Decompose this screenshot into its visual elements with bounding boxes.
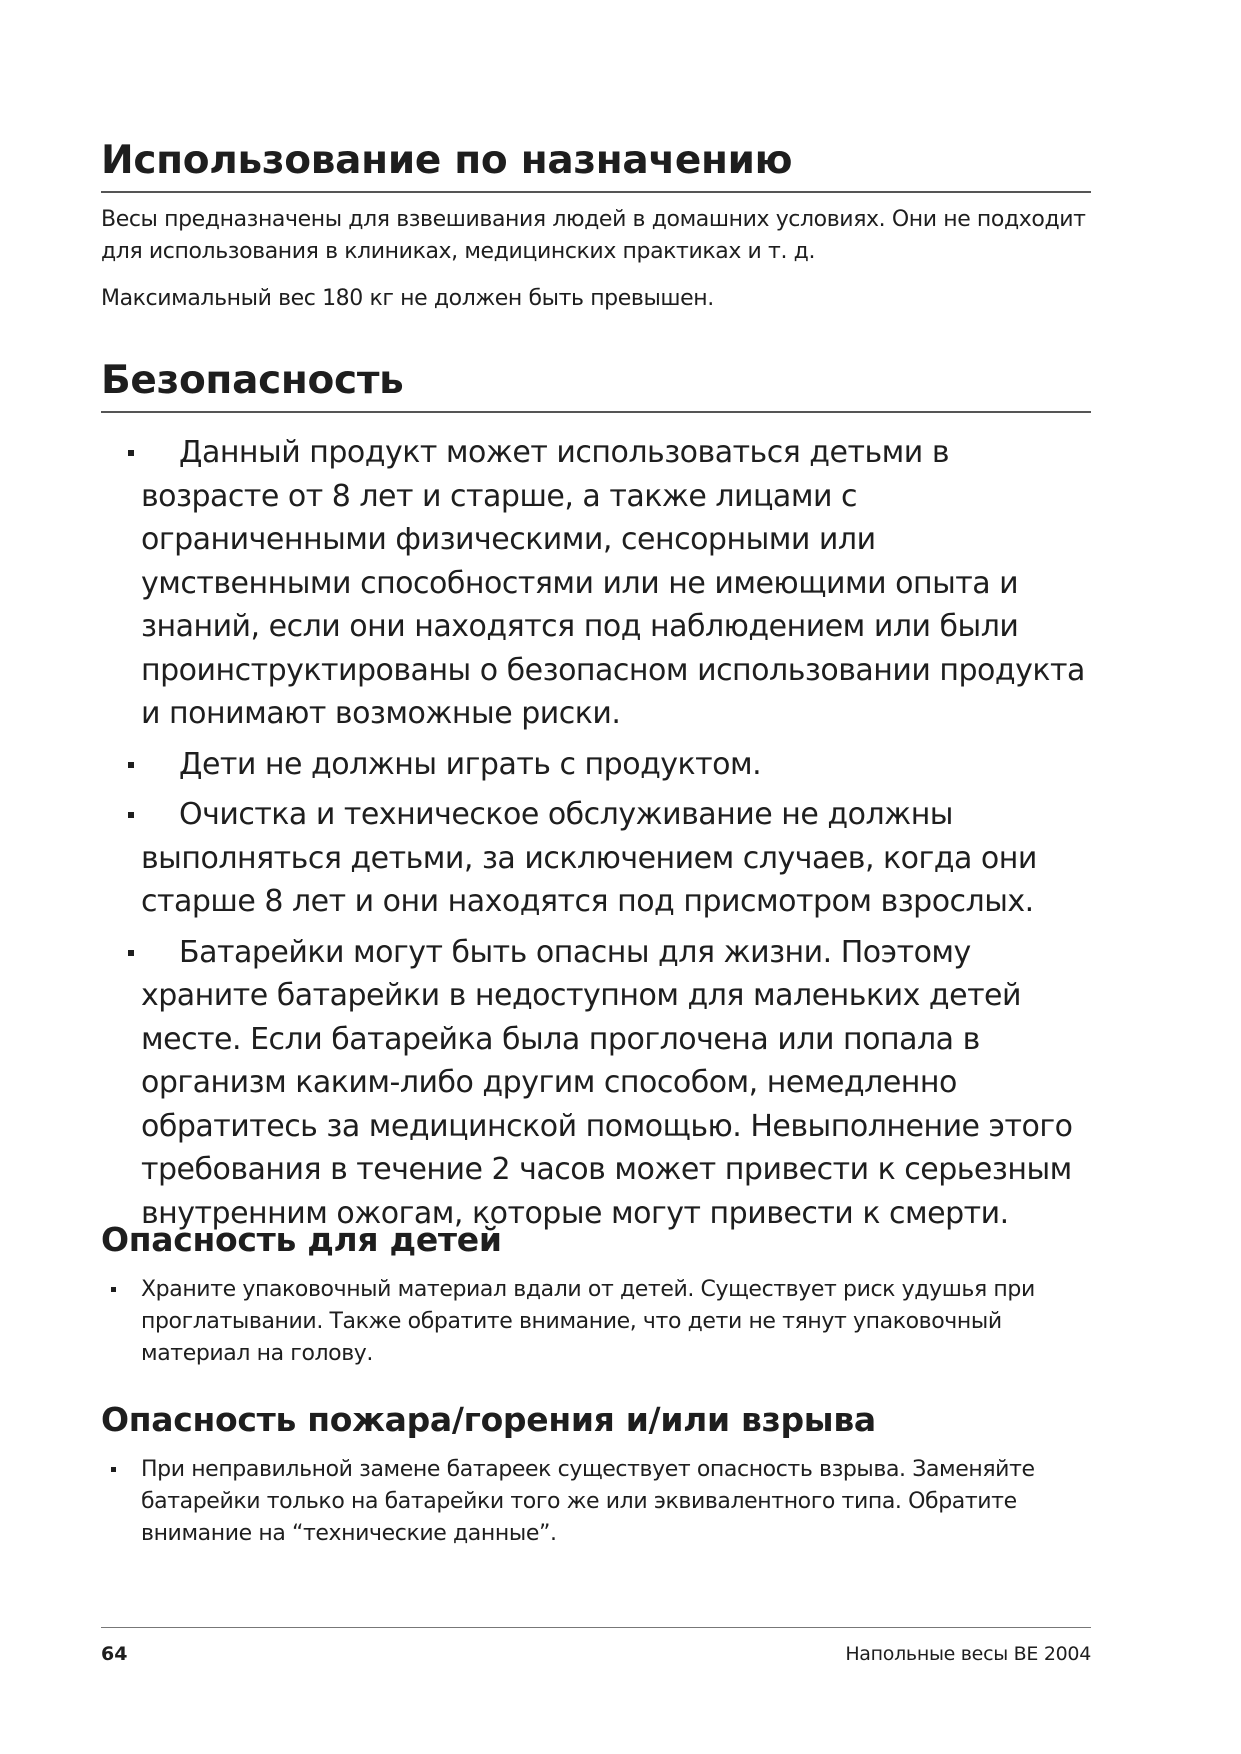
list-item [101, 431, 1091, 736]
heading-intended-use: Использование по назначению [101, 137, 1091, 193]
bullet-square-icon [128, 950, 134, 956]
heading-fire-danger: Опасность пожара/горения и/или взрыва [101, 1400, 876, 1439]
safety-item-text: Данный продукт может использоваться детьми в возрасте от 8 лет и старше, а также лицами с ограниченными физическими, сенсорными или умственными способностями или не имеющими опыта и знаний, если они находятся под наблюдением или были проинструктированы о безопасном использовании продукта и понимают возможные риски. [141, 435, 1085, 731]
bullet-square-icon [128, 762, 134, 768]
footer-divider [101, 1627, 1091, 1628]
children-danger-text: Храните упаковочный материал вдали от детей. Существует риск удушья при проглатывании. Также обратите внимание, что дети не тянут упаковочный материал на голову. [141, 1277, 1035, 1366]
safety-list [101, 431, 1091, 1242]
page-number: 64 [101, 1643, 128, 1665]
fire-danger-text: При неправильной замене батареек существует опасность взрыва. Заменяйте батарейки только на батарейки того же или эквивалентного типа. Обратите внимание на “технические данные”. [141, 1457, 1035, 1546]
list-item [101, 793, 1091, 924]
safety-item-text: Дети не должны играть с продуктом. [179, 746, 762, 782]
safety-item-text: Батарейки могут быть опасны для жизни. Поэтому храните батарейки в недоступном для маленьких детей месте. Если батарейка была проглочена или попала в организм каким-либо другим способом, немедленно обратитесь за медицинской помощью. Невыполнение этого требования в течение 2 часов может привести к серьезным внутренним ожогам, которые могут привести к смерти. [141, 934, 1073, 1231]
bullet-square-icon [111, 1287, 116, 1292]
list-item [101, 1274, 1091, 1370]
max-weight-paragraph: Максимальный вес 180 кг не должен быть превышен. [101, 286, 714, 311]
bullet-square-icon [111, 1467, 116, 1472]
heading-safety: Безопасность [101, 357, 1091, 413]
fire-danger-list [101, 1454, 1091, 1550]
children-danger-list [101, 1274, 1091, 1370]
safety-item-text: Очистка и техническое обслуживание не должны выполняться детьми, за исключением случаев, когда они старше 8 лет и они находятся под присмотром взрослых. [141, 797, 1037, 919]
list-item [101, 743, 1091, 787]
list-item [101, 931, 1091, 1236]
intended-use-paragraph: Весы предназначены для взвешивания людей в домашних условиях. Они не подходит для использования в клиниках, медицинских практиках и т. д. [101, 207, 1086, 264]
list-item [101, 1454, 1091, 1550]
heading-children-danger: Опасность для детей [101, 1220, 502, 1259]
footer-product-title: Напольные весы BE 2004 [845, 1643, 1091, 1665]
bullet-square-icon [128, 450, 134, 456]
bullet-square-icon [128, 812, 134, 818]
